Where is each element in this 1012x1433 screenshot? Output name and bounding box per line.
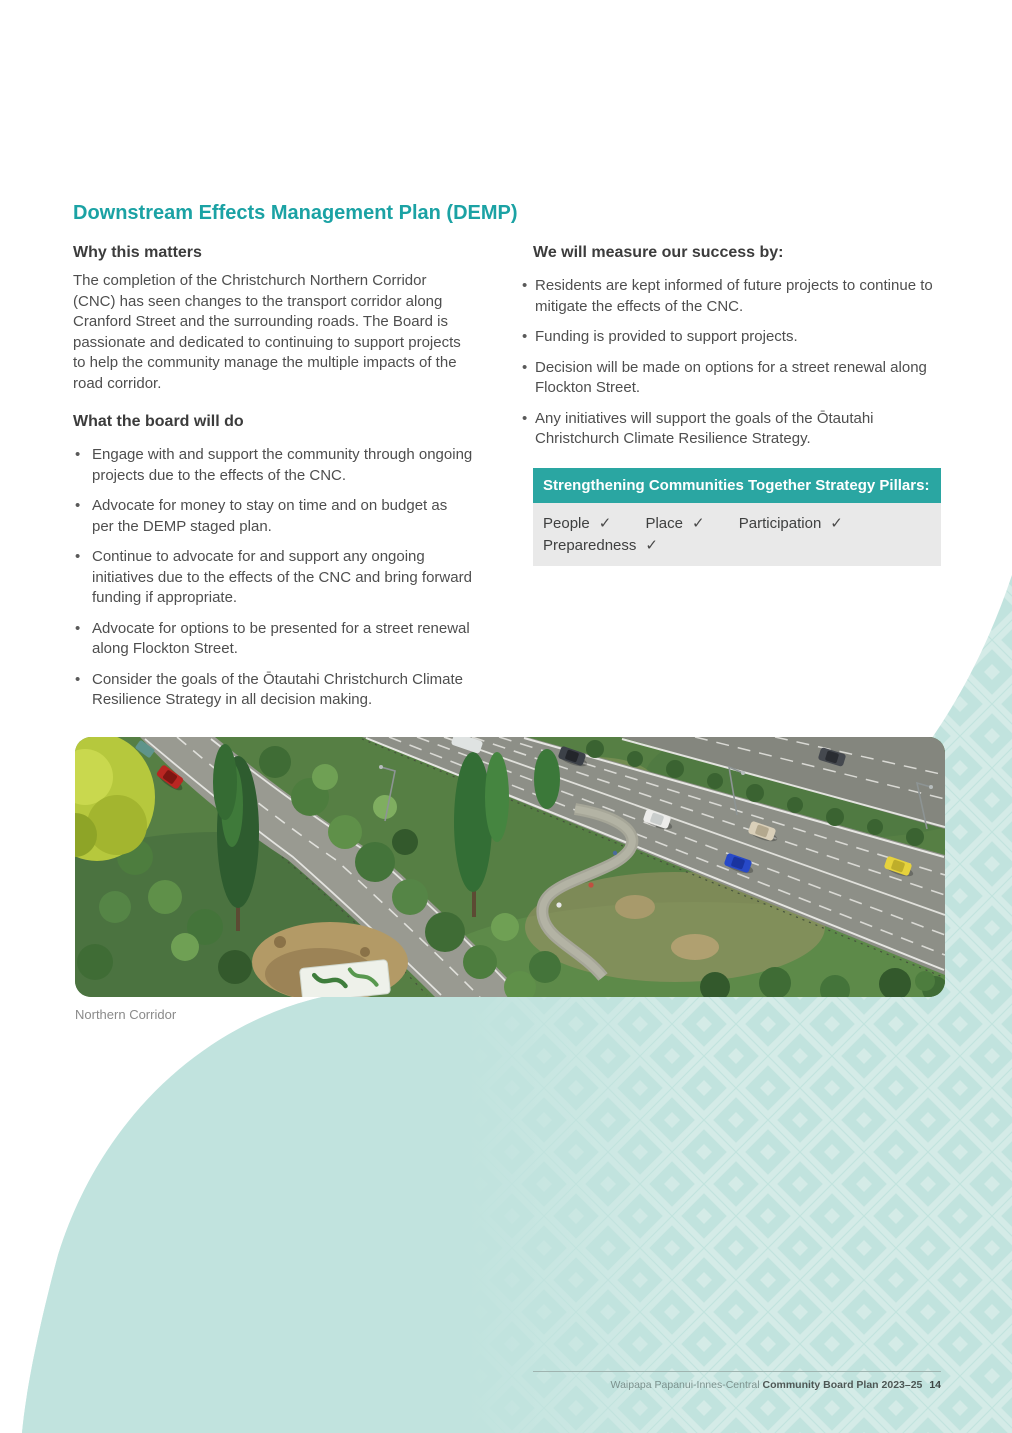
right-column bbox=[533, 243, 943, 566]
footer-text bbox=[533, 1379, 941, 1392]
list-item: • Consider the goals of the Ōtautahi Christchurch Climate Resilience Strategy in all decision making. bbox=[73, 670, 473, 711]
footer-plan-title: Community Board Plan 2023–25 bbox=[762, 1379, 923, 1391]
pillar-item bbox=[543, 513, 611, 535]
left-column bbox=[73, 243, 473, 721]
strategy-pillars-box bbox=[533, 468, 941, 566]
why-this-matters-text: The completion of the Christchurch Northern Corridor (CNC) has seen changes to the transport corridor along Cranford Street and the surrounding roads. The Board is passionate and dedicated to continuing to support projects to help the community manage the multiple impacts of the road corridor. bbox=[73, 272, 461, 392]
list-item: • Residents are kept informed of future projects to continue to mitigate the effects of the CNC. bbox=[533, 276, 943, 317]
pillar-item bbox=[543, 535, 658, 557]
footer-divider bbox=[533, 1371, 941, 1372]
list-item: • Decision will be made on options for a street renewal along Flockton Street. bbox=[533, 358, 943, 399]
board-actions-list bbox=[73, 445, 473, 711]
footer-plan-name: Waipapa Papanui-Innes-Central bbox=[610, 1379, 760, 1391]
why-this-matters-heading: Why this matters bbox=[73, 244, 202, 261]
checkmark-icon: ✓ bbox=[645, 536, 658, 554]
list-item: • Continue to advocate for and support any ongoing initiatives due to the effects of the CNC and bring forward funding if appropriate. bbox=[73, 547, 473, 609]
strategy-pillars-header: Strengthening Communities Together Strategy Pillars: bbox=[533, 468, 941, 503]
pillar-label: People bbox=[543, 514, 590, 532]
board-will-do-heading: What the board will do bbox=[73, 413, 244, 430]
pillar-label: Place bbox=[645, 514, 683, 532]
pillar-label: Participation bbox=[738, 514, 822, 532]
page-footer bbox=[533, 1371, 941, 1392]
list-item: • Engage with and support the community through ongoing projects due to the effects of the CNC. bbox=[73, 445, 473, 486]
list-item: • Any initiatives will support the goals of the Ōtautahi Christchurch Climate Resilience Strategy. bbox=[533, 409, 943, 450]
list-item: • Advocate for options to be presented for a street renewal along Flockton Street. bbox=[73, 619, 473, 660]
page-number: 14 bbox=[929, 1379, 941, 1391]
list-item: • Advocate for money to stay on time and on budget as per the DEMP staged plan. bbox=[73, 496, 473, 537]
success-measures-heading: We will measure our success by: bbox=[533, 244, 784, 261]
pillar-item bbox=[739, 513, 843, 535]
page-title: Downstream Effects Management Plan (DEMP) bbox=[73, 202, 518, 224]
photo-caption: Northern Corridor bbox=[75, 1007, 177, 1022]
northern-corridor-photo bbox=[75, 737, 945, 997]
success-measures-list bbox=[533, 276, 943, 450]
checkmark-icon: ✓ bbox=[692, 514, 705, 532]
checkmark-icon: ✓ bbox=[830, 514, 843, 532]
pillar-item bbox=[645, 513, 704, 535]
checkmark-icon: ✓ bbox=[598, 514, 612, 532]
pillar-label: Preparedness bbox=[543, 536, 637, 554]
list-item: • Funding is provided to support projects. bbox=[533, 327, 943, 348]
strategy-pillars-body bbox=[533, 503, 941, 566]
